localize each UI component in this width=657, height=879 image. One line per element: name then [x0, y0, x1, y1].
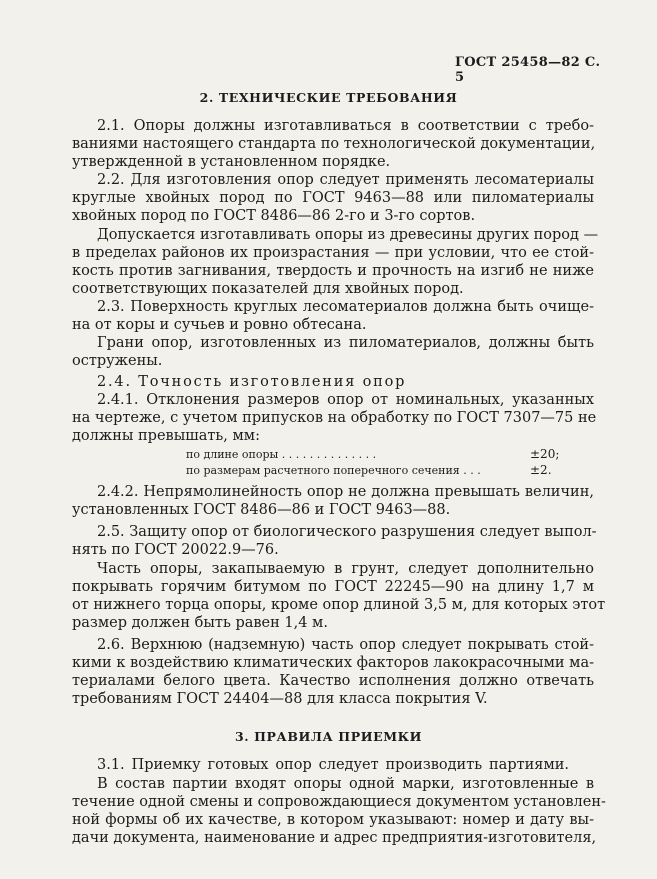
tolerance-value: ±2.	[530, 463, 552, 477]
text-line: соответствующих показателей для хвойных пород.	[72, 281, 464, 297]
subsection-title: 2.4. Точность изготовления опор	[97, 374, 407, 390]
section-2-title: 2. ТЕХНИЧЕСКИЕ ТРЕБОВАНИЯ	[199, 90, 458, 105]
tolerance-label: по длине опоры . . . . . . . . . . . . . .	[186, 448, 377, 461]
text-line: ной формы об их качестве, в котором указывают: номер и дату вы-	[72, 812, 594, 828]
text-line: Часть опоры, закапываемую в грунт, следует дополнительно	[97, 561, 594, 577]
text-line: Допускается изготавливать опоры из древесины других пород —	[97, 227, 599, 243]
text-line: 2.2. Для изготовления опор следует применять лесоматериалы	[97, 172, 594, 188]
text-line: кость против загнивания, твердость и прочность на изгиб не ниже	[72, 263, 594, 279]
text-line: покрывать горячим битумом по ГОСТ 22245—90 на длину 1,7 м	[72, 579, 594, 595]
text-line: хвойных пород по ГОСТ 8486—86 2-го и 3-го сортов.	[72, 208, 476, 224]
text-line: остружены.	[72, 353, 163, 369]
text-line: от нижнего торца опоры, кроме опор длиной 3,5 м, для которых этот	[72, 597, 606, 613]
text-line: установленных ГОСТ 8486—86 и ГОСТ 9463—88.	[72, 502, 451, 518]
text-line: круглые хвойных пород по ГОСТ 9463—88 или пиломатериалы	[72, 190, 594, 206]
text-line: 2.4.1. Отклонения размеров опор от номинальных, указанных	[97, 392, 594, 408]
text-line: 3.1. Приемку готовых опор следует производить партиями.	[97, 757, 569, 773]
text-line: утвержденной в установленном порядке.	[72, 154, 391, 170]
text-line: должны превышать, мм:	[72, 428, 260, 444]
page-header: ГОСТ 25458—82 С. 5	[455, 55, 601, 85]
text-line: териалами белого цвета. Качество исполнения должно отвечать	[72, 673, 594, 689]
tolerance-label: по размерам расчетного поперечного сечения . . .	[186, 464, 481, 477]
text-line: 2.1. Опоры должны изготавливаться в соответствии с требо-	[97, 118, 594, 134]
text-line: В состав партии входят опоры одной марки, изготовленные в	[97, 776, 594, 792]
text-line: требованиям ГОСТ 24404—88 для класса покрытия V.	[72, 691, 488, 707]
text-line: нять по ГОСТ 20022.9—76.	[72, 542, 279, 558]
text-line: 2.3. Поверхность круглых лесоматериалов должна быть очище-	[97, 299, 594, 315]
text-line: течение одной смены и сопровождающиеся документом установлен-	[72, 794, 606, 810]
text-line: размер должен быть равен 1,4 м.	[72, 615, 328, 631]
tolerance-value: ±20;	[530, 447, 560, 461]
text-line: в пределах районов их произрастания — при условии, что ее стой-	[72, 245, 594, 261]
text-line: дачи документа, наименование и адрес предприятия-изготовителя,	[72, 830, 597, 846]
section-3-title: 3. ПРАВИЛА ПРИЕМКИ	[234, 729, 423, 744]
text-line: кими к воздействию климатических факторов лакокрасочными ма-	[72, 655, 594, 671]
text-line: 2.6. Верхнюю (надземную) часть опор следует покрывать стой-	[97, 637, 594, 653]
text-line: 2.4.2. Непрямолинейность опор не должна превышать величин,	[97, 484, 594, 500]
text-line: ваниями настоящего стандарта по технологической документации,	[72, 136, 596, 152]
text-line: на от коры и сучьев и ровно обтесана.	[72, 317, 367, 333]
text-line: 2.5. Защиту опор от биологического разрушения следует выпол-	[97, 524, 597, 540]
text-line: Грани опор, изготовленных из пиломатериалов, должны быть	[97, 335, 594, 351]
text-line: на чертеже, с учетом припусков на обработку по ГОСТ 7307—75 не	[72, 410, 597, 426]
